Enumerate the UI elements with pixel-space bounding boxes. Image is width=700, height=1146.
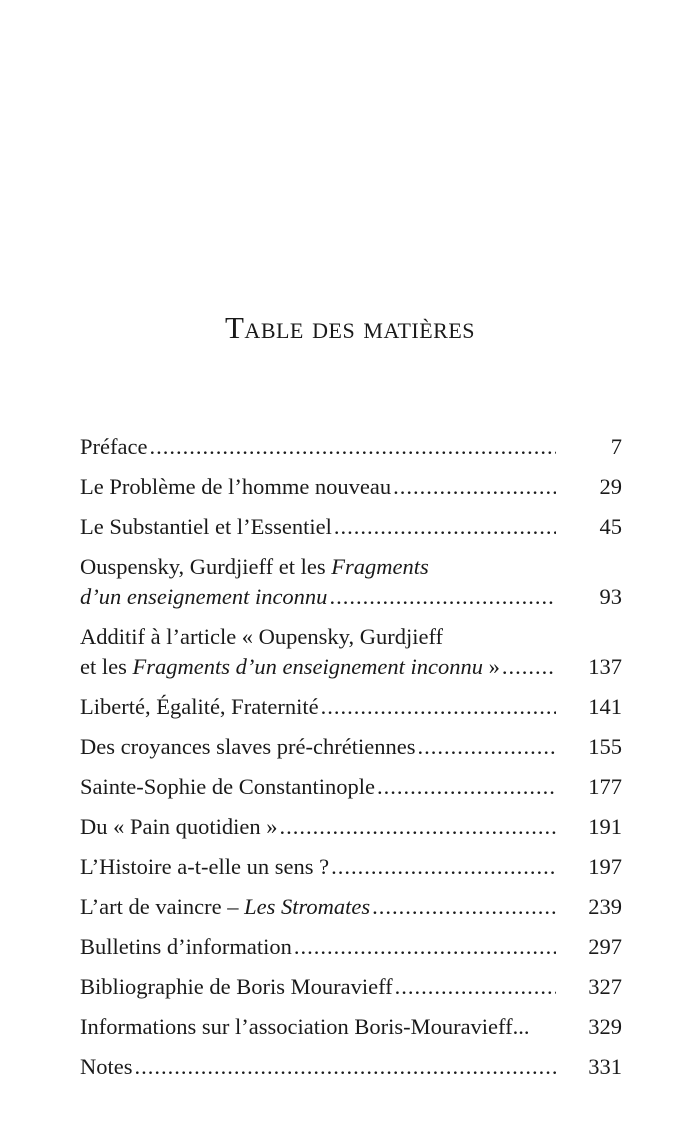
toc-page-number: 327 bbox=[588, 974, 622, 999]
toc-page-number: 329 bbox=[588, 1014, 622, 1039]
page-title: Table des matières bbox=[225, 310, 475, 345]
toc-entry-title: Additif à l’article « Oupensky, Gurdjieff bbox=[80, 624, 444, 649]
toc-page-number: 7 bbox=[610, 434, 622, 459]
toc-entry-italic: Les Stromates bbox=[244, 894, 371, 919]
toc-entry bbox=[80, 512, 622, 542]
toc-entry-title: Le Problème de l’homme nouveau bbox=[80, 474, 392, 499]
toc-page-number: 29 bbox=[599, 474, 622, 499]
toc-entry-title: Liberté, Égalité, Fraternité bbox=[80, 694, 319, 719]
dot-leader bbox=[321, 692, 556, 722]
dot-leader bbox=[135, 1052, 557, 1082]
toc-entry-title: L’Histoire a-t-elle un sens ? bbox=[80, 854, 330, 879]
toc-entry bbox=[80, 1052, 622, 1082]
toc-entry bbox=[80, 772, 622, 802]
dot-leader bbox=[334, 512, 556, 542]
toc-entry bbox=[80, 732, 622, 762]
dot-leader bbox=[395, 972, 556, 1002]
dot-leader bbox=[417, 732, 556, 762]
toc-entry-title: Des croyances slaves pré-chrétiennes bbox=[80, 734, 416, 759]
toc-entry-title: L’art de vaincre – bbox=[80, 894, 245, 919]
toc-entry-title-end: » bbox=[483, 654, 500, 679]
toc-entry-title: Bulletins d’information bbox=[80, 934, 292, 959]
toc-entry-italic: Fragments d’un enseignement inconnu bbox=[132, 654, 484, 679]
table-of-contents bbox=[80, 432, 622, 1092]
toc-page-number: 197 bbox=[588, 854, 622, 879]
toc-entry-title: Le Substantiel et l’Essentiel bbox=[80, 514, 332, 539]
toc-entry-title: Préface bbox=[80, 434, 148, 459]
toc-entry-title-cont: d’un enseignement inconnu bbox=[80, 584, 328, 609]
toc-page-number: 137 bbox=[588, 654, 622, 679]
toc-entry bbox=[80, 852, 622, 882]
toc-entry bbox=[80, 1012, 622, 1042]
toc-entry bbox=[80, 932, 622, 962]
toc-entry bbox=[80, 622, 622, 682]
toc-entry-title-cont: et les bbox=[80, 654, 133, 679]
dot-leader bbox=[149, 432, 556, 462]
dot-leader bbox=[331, 852, 556, 882]
toc-entry bbox=[80, 552, 622, 612]
toc-entry bbox=[80, 692, 622, 722]
dot-leader bbox=[377, 772, 556, 802]
toc-page-number: 177 bbox=[588, 774, 622, 799]
toc-entry-title: Notes bbox=[80, 1054, 133, 1079]
toc-entry bbox=[80, 432, 622, 462]
toc-page-number: 45 bbox=[599, 514, 622, 539]
toc-page-number: 239 bbox=[588, 894, 622, 919]
toc-page-number: 141 bbox=[588, 694, 622, 719]
dot-leader bbox=[393, 472, 556, 502]
toc-entry-title: Bibliographie de Boris Mouravieff bbox=[80, 974, 393, 999]
toc-page-number: 331 bbox=[588, 1054, 622, 1079]
toc-entry bbox=[80, 472, 622, 502]
toc-entry-title: Ouspensky, Gurdjieff et les bbox=[80, 554, 332, 579]
toc-page-number: 191 bbox=[588, 814, 622, 839]
toc-page-number: 297 bbox=[588, 934, 622, 959]
toc-entry bbox=[80, 972, 622, 1002]
dot-leader bbox=[294, 932, 556, 962]
toc-entry-title: Informations sur l’association Boris-Mouravieff... bbox=[80, 1014, 530, 1039]
toc-entry-title: Sainte-Sophie de Constantinople bbox=[80, 774, 375, 799]
toc-entry-title: Du « Pain quotidien » bbox=[80, 814, 278, 839]
dot-leader bbox=[372, 892, 556, 922]
toc-page-number: 93 bbox=[599, 584, 622, 609]
dot-leader bbox=[280, 812, 557, 842]
toc-page-number: 155 bbox=[588, 734, 622, 759]
dot-leader bbox=[502, 652, 556, 682]
toc-entry bbox=[80, 892, 622, 922]
toc-entry-italic: Fragments bbox=[331, 554, 429, 579]
dot-leader bbox=[329, 582, 556, 612]
toc-entry bbox=[80, 812, 622, 842]
